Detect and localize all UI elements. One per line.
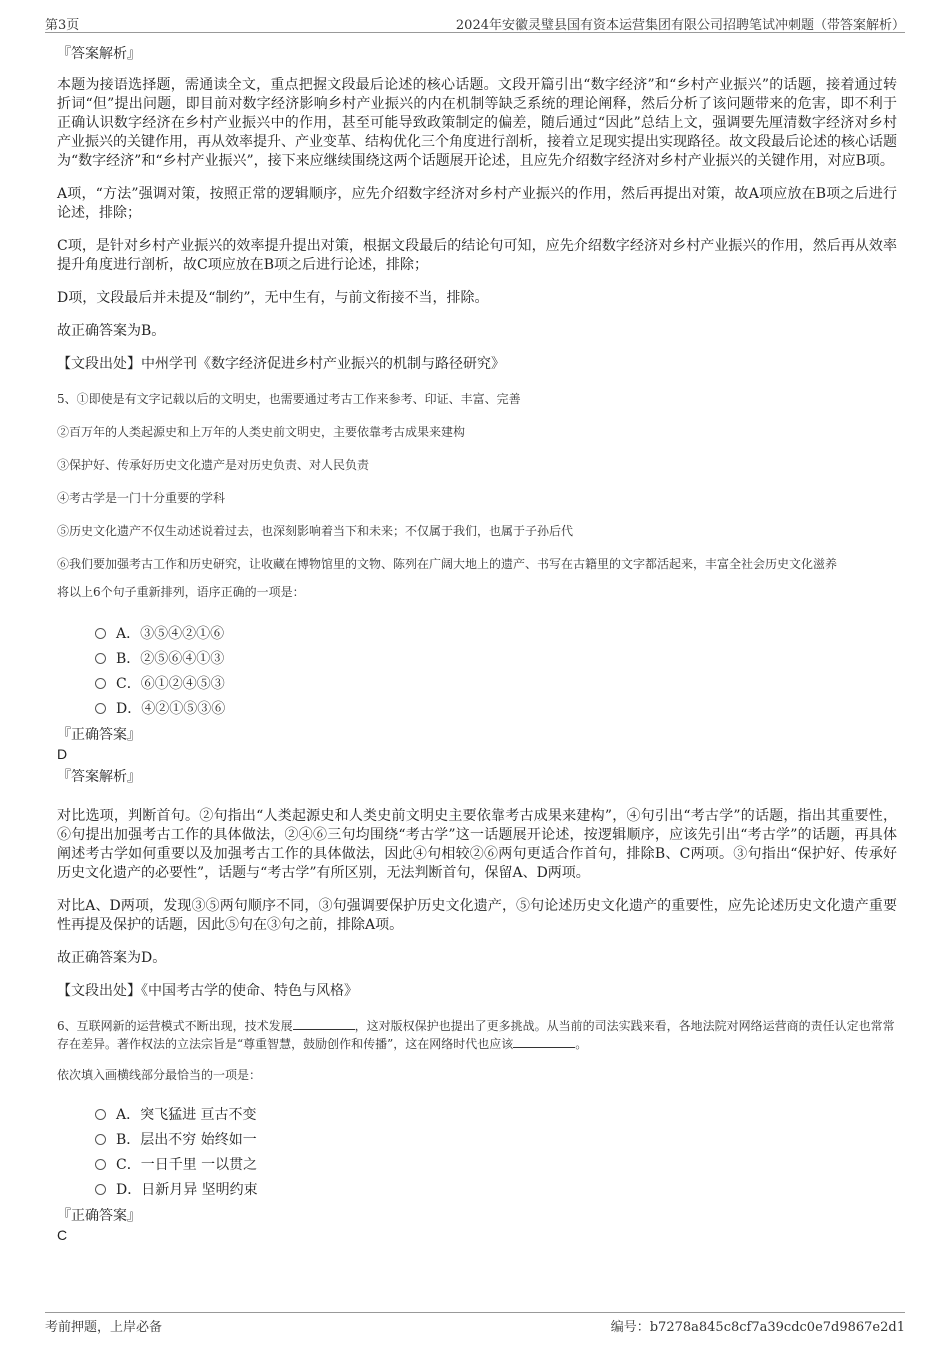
radio-icon[interactable] bbox=[95, 1184, 106, 1195]
option-label: B．②⑤⑥④①③ bbox=[116, 650, 225, 667]
radio-icon[interactable] bbox=[95, 678, 106, 689]
q5-option-a[interactable] bbox=[95, 621, 897, 646]
option-label: D．日新月异 坚明约束 bbox=[116, 1181, 258, 1198]
q5-stem-line: ⑤历史文化遗产不仅生动述说着过去，也深刻影响着当下和未来；不仅属于我们，也属于子孙后代 bbox=[57, 524, 574, 538]
option-label: B．层出不穷 始终如一 bbox=[116, 1131, 257, 1148]
option-label: C．一日千里 一以贯之 bbox=[116, 1156, 258, 1173]
fill-blank bbox=[513, 1035, 575, 1048]
radio-icon[interactable] bbox=[95, 653, 106, 664]
page-footer bbox=[45, 1312, 905, 1335]
footer-slogan: 考前押题，上岸必备 bbox=[45, 1320, 163, 1335]
q6-option-d[interactable] bbox=[95, 1177, 897, 1202]
q5-source: 【文段出处】《中国考古学的使命、特色与风格》 bbox=[57, 983, 358, 999]
q6-stem-part: 。 bbox=[575, 1037, 588, 1051]
q4-analysis-para: C项，是针对乡村产业振兴的效率提升提出对策，根据文段最后的结论句可知，应先介绍数字经济对乡村产业振兴的作用，然后再从效率提升角度进行剖析，故C项应放在B项之后进行论述，排除； bbox=[57, 238, 897, 273]
q5-analysis-para: 对比A、D两项，发现③⑤两句顺序不同，③句强调要保护历史文化遗产，⑤句论述历史文化遗产的重要性，应先论述历史文化遗产重要性再提及保护的话题，因此⑤句在③句之前，排除A项。 bbox=[57, 898, 897, 933]
q5-stem-line: ③保护好、传承好历史文化遗产是对历史负责、对人民负责 bbox=[57, 458, 370, 472]
radio-icon[interactable] bbox=[95, 628, 106, 639]
q6-answer-label: 『正确答案』 bbox=[57, 1208, 141, 1224]
q5-option-c[interactable] bbox=[95, 671, 897, 696]
q6-option-a[interactable] bbox=[95, 1102, 897, 1127]
q5-option-d[interactable] bbox=[95, 696, 897, 721]
page-header bbox=[45, 12, 905, 33]
document-title: 2024年安徽灵璧县国有资本运营集团有限公司招聘笔试冲刺题（带答案解析） bbox=[455, 18, 905, 33]
q5-prompt: 将以上6个句子重新排列，语序正确的一项是： bbox=[57, 585, 305, 599]
q6-stem bbox=[57, 1017, 897, 1053]
q5-stem-line: ②百万年的人类起源史和上万年的人类史前文明史，主要依靠考古成果来建构 bbox=[57, 425, 466, 439]
radio-icon[interactable] bbox=[95, 703, 106, 714]
q6-prompt: 依次填入画横线部分最恰当的一项是： bbox=[57, 1068, 262, 1082]
q6-option-c[interactable] bbox=[95, 1152, 897, 1177]
option-label: A．突飞猛进 亘古不变 bbox=[116, 1106, 257, 1123]
q4-analysis-label: 『答案解析』 bbox=[57, 46, 141, 62]
q4-analysis-para: A项，“方法”强调对策，按照正常的逻辑顺序，应先介绍数字经济对乡村产业振兴的作用，然后再提出对策，故A项应放在B项之后进行论述，排除； bbox=[57, 186, 897, 221]
page-number: 第3页 bbox=[45, 18, 80, 33]
option-label: C．⑥①②④⑤③ bbox=[116, 675, 225, 692]
q5-options bbox=[95, 621, 897, 721]
option-label: A．③⑤④②①⑥ bbox=[116, 625, 225, 642]
q6-option-b[interactable] bbox=[95, 1127, 897, 1152]
q4-answer-statement: 故正确答案为B。 bbox=[57, 323, 166, 339]
q5-stem-line: ④考古学是一门十分重要的学科 bbox=[57, 491, 226, 505]
radio-icon[interactable] bbox=[95, 1109, 106, 1120]
q5-option-b[interactable] bbox=[95, 646, 897, 671]
radio-icon[interactable] bbox=[95, 1159, 106, 1170]
option-label: D．④②①⑤③⑥ bbox=[116, 700, 226, 717]
radio-icon[interactable] bbox=[95, 1134, 106, 1145]
q5-answer: D bbox=[57, 746, 68, 762]
q6-options bbox=[95, 1102, 897, 1202]
q4-analysis-para: D项，文段最后并未提及“制约”，无中生有，与前文衔接不当，排除。 bbox=[57, 290, 489, 306]
q6-stem-part: ，这对版权保护也提出了更多挑战。从当前的司法实践来看，各地法院对网络运营商的责任认定也常常存在差异。著作权法的立法宗旨是“尊重智慧，鼓励创作和传播”，这在网络时代也应该 bbox=[57, 1019, 895, 1051]
q6-answer: C bbox=[57, 1227, 68, 1243]
q5-stem-line: ⑥我们要加强考古工作和历史研究，让收藏在博物馆里的文物、陈列在广阔大地上的遗产、书写在古籍里的文字都活起来，丰富全社会历史文化滋养 bbox=[57, 557, 838, 571]
q5-analysis-para: 对比选项，判断首句。②句指出“人类起源史和人类史前文明史主要依靠考古成果来建构”，④句引出“考古学”的话题，指出其重要性，⑥句提出加强考古工作的具体做法，②④⑥三句均围绕“考古学”这一话题展开论述，按逻辑顺序，应该先引出“考古学”的话题，再具体阐述考古学如何重要以及加强考古工作的具体做法，因此④句相较②⑥两句更适合作首句，排除B、C两项。③句指出“保护好、传承好历史文化遗产的必要性”，话题与“考古学”有所区别，无法判断首句，保留A、D两项。 bbox=[57, 808, 897, 881]
main-content bbox=[57, 44, 897, 1244]
q5-answer-label: 『正确答案』 bbox=[57, 727, 141, 743]
fill-blank bbox=[293, 1017, 355, 1030]
q5-stem-line: 5、①即使是有文字记载以后的文明史，也需要通过考古工作来参考、印证、丰富、完善 bbox=[57, 392, 521, 406]
q4-source: 【文段出处】中州学刊《数字经济促进乡村产业振兴的机制与路径研究》 bbox=[57, 356, 505, 372]
q5-analysis-label: 『答案解析』 bbox=[57, 769, 141, 785]
q5-answer-statement: 故正确答案为D。 bbox=[57, 950, 167, 966]
document-code: 编号：b7278a845c8cf7a39cdc0e7d9867e2d1 bbox=[610, 1320, 905, 1335]
q4-analysis-para: 本题为接语选择题，需通读全文，重点把握文段最后论述的核心话题。文段开篇引出“数字经济”和“乡村产业振兴”的话题，接着通过转折词“但”提出问题，即目前对数字经济影响乡村产业振兴的内在机制等缺乏系统的理论阐释，然后分析了该问题带来的危害，即不利于正确认识数字经济在乡村产业振兴中的作用，甚至可能导致政策制定的偏差，随后通过“因此”总结上文，强调要先厘清数字经济对乡村产业振兴的关键作用，再从效率提升、产业变革、结构优化三个角度进行剖析，接着立足现实提出实现路径。故文段最后论述的核心话题为“数字经济”和“乡村产业振兴”，接下来应继续围绕这两个话题展开论述，且应先介绍数字经济对乡村产业振兴的关键作用，对应B项。 bbox=[57, 77, 897, 169]
q6-stem-part: 6、互联网新的运营模式不断出现，技术发展 bbox=[57, 1019, 293, 1033]
